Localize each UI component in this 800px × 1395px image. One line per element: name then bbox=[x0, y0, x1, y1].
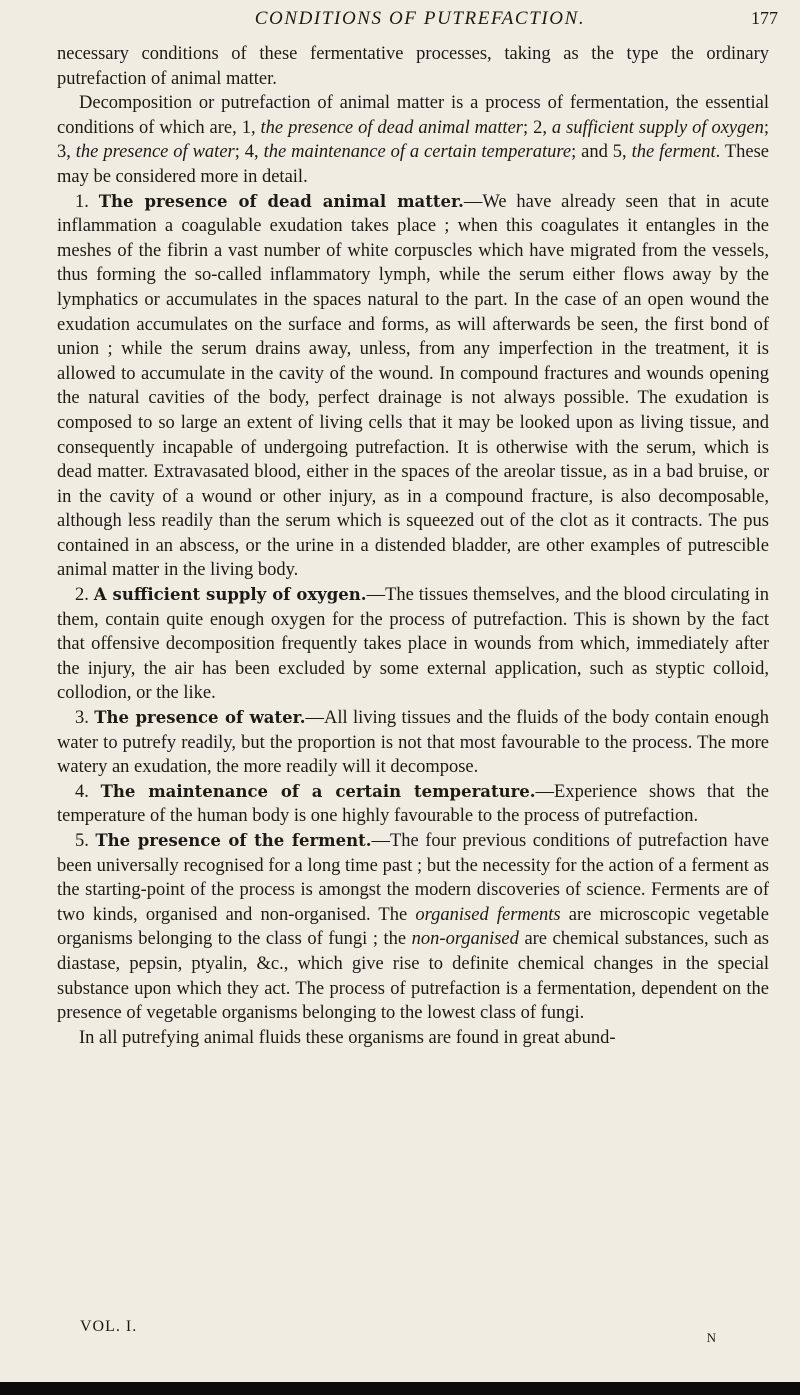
summary-end: . These may be considered more in detail. bbox=[57, 142, 770, 187]
section-oxygen bbox=[57, 583, 769, 706]
section-text: —The four previous conditions of putrefaction have been universally recognised for a long time past ; but the necessity for the action of a ferment as the starting-point of the process is amongst the modern discoveries of science. Ferments are of two kinds, organised and non-organised. The bbox=[57, 831, 769, 925]
section-number: 4. bbox=[75, 781, 101, 802]
condition-3: the presence of water bbox=[75, 142, 235, 163]
final-paragraph: In all putrefying animal fluids these organisms are found in great abund- bbox=[79, 1027, 616, 1048]
body-text bbox=[57, 42, 769, 1050]
section-text: —The tissues themselves, and the blood circulating in them, contain quite enough oxygen for the process of putrefaction. This is shown by the fact that offensive decomposition frequently takes place in wounds from which, immediately after the injury, the air has been excluded by some external application, such as styptic colloid, collodion, or the like. bbox=[57, 585, 770, 704]
section-text: —We have already seen that in acute inflammation a coagulable exudation takes place ; when this coagulates it entangles in the meshes of the fibrin a vast number of white corpuscles which have migrated from the vessels, thus forming the so-called inflammatory lymph, while the serum either flows away by the lymphatics or accumulates in the spaces natural to the part. In the case of an open wound the exudation accumulates on the surface and forms, as will afterwards be seen, the first bond of union ; while the serum drains away, unless, from any imperfection in the treatment, it is allowed to accumulate in the cavity of the wound. In compound fractures and wounds opening the natural cavities of the body, perfect drainage is not always possible. The exudation is composed to so large an extent of living cells that it may be looked upon as living tissue, and consequently incapable of undergoing putrefaction. It is otherwise with the serum, which is dead matter. Extravasated blood, either in the spaces of the areolar tissue, as in a bad bruise, or in the cavity of a wound or other injury, as in a compound fracture, is also decomposable, although less readily than the serum which is squeezed out of the clot as it contracts. The pus contained in an abscess, or the urine in a distended bladder, are other examples of putrescible animal matter in the living body. bbox=[57, 191, 769, 581]
condition-4: the maintenance of a certain temperature bbox=[263, 142, 572, 163]
page-number: 177 bbox=[751, 8, 778, 28]
continuation-paragraph: necessary conditions of these fermentative processes, taking as the type the ordinary putrefaction of animal matter. bbox=[57, 44, 769, 89]
section-water bbox=[57, 706, 769, 780]
section-text: are microscopic vegetable organisms belonging to the class of fungi ; the bbox=[57, 904, 769, 950]
section-heading: A sufficient supply of oxygen. bbox=[93, 585, 367, 605]
summary-sep: ; 3, bbox=[57, 117, 769, 163]
running-head bbox=[60, 8, 780, 34]
summary-sep: ; and 5, bbox=[571, 142, 632, 163]
section-number: 1. bbox=[75, 191, 99, 212]
condition-1: the presence of dead animal matter bbox=[260, 117, 523, 138]
summary-sep: ; 4, bbox=[234, 142, 264, 163]
running-title: CONDITIONS OF PUTREFACTION. bbox=[254, 8, 586, 29]
conditions-summary-paragraph bbox=[57, 91, 769, 189]
page-footer bbox=[80, 1318, 760, 1358]
section-ferment bbox=[57, 829, 769, 1026]
section-number: 5. bbox=[75, 831, 96, 851]
non-organised-term: non-organised bbox=[411, 929, 519, 950]
section-text: —Experience shows that the temperature of the human body is one highly favourable to the process of putrefaction. bbox=[57, 781, 770, 827]
organised-ferments-term: organised ferments bbox=[415, 904, 561, 925]
section-number: 3. bbox=[75, 708, 95, 729]
section-text: —All living tissues and the fluids of the body contain enough water to putrefy readily, but the proportion is not that most favourable to the process. The more watery an exudation, the more readily will it decompose. bbox=[57, 708, 770, 778]
section-heading: The maintenance of a certain temperature. bbox=[100, 781, 536, 801]
summary-sep: ; 2, bbox=[522, 117, 552, 138]
summary-text: Decomposition or putrefaction of animal matter is a process of fermentation, the essential conditions of which are, 1, bbox=[57, 93, 769, 138]
section-dead-animal-matter bbox=[57, 190, 769, 584]
section-temperature bbox=[57, 780, 769, 829]
condition-2: a sufficient supply of oxygen bbox=[551, 117, 764, 138]
condition-5: the ferment bbox=[631, 142, 716, 163]
volume-mark: VOL. I. bbox=[80, 1318, 138, 1335]
bottom-edge-bar bbox=[0, 1382, 800, 1395]
section-heading: The presence of water. bbox=[94, 708, 306, 728]
section-heading: The presence of the ferment. bbox=[95, 831, 372, 850]
section-heading: The presence of dead animal matter. bbox=[98, 191, 464, 211]
signature-mark: N bbox=[706, 1330, 716, 1345]
section-number: 2. bbox=[75, 585, 94, 606]
section-text: are chemical substances, such as diastase, pepsin, ptyalin, &c., which give rise to definite chemical changes in the special substance upon which they act. The process of putrefaction is a fermentation, dependent on the presence of vegetable organisms belonging to the lowest class of fungi. bbox=[57, 929, 769, 1024]
